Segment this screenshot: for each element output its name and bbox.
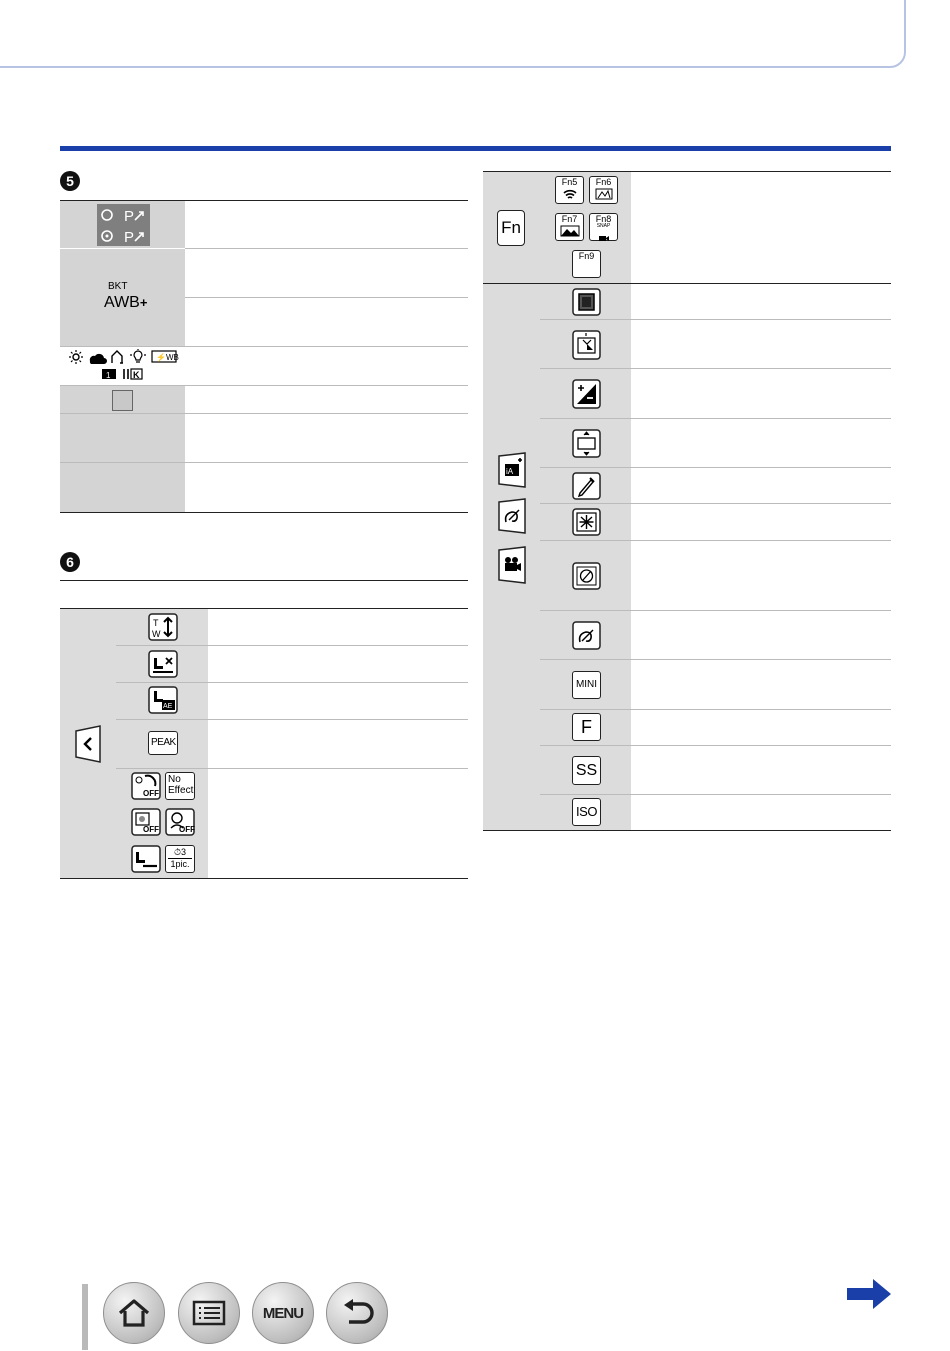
section-6-number: 6 bbox=[60, 552, 80, 572]
color-box-cell bbox=[60, 386, 185, 413]
svg-text:⚡WB: ⚡WB bbox=[156, 353, 179, 362]
fn6-button[interactable]: Fn6 bbox=[589, 176, 618, 204]
brightness-icon[interactable] bbox=[572, 330, 601, 360]
color-box bbox=[112, 390, 133, 411]
histogram-icon bbox=[595, 188, 613, 200]
plus-icon: + bbox=[139, 295, 148, 310]
self-timer-icon[interactable]: ⏱3 1pic. bbox=[165, 845, 195, 873]
defocus-area-icon[interactable] bbox=[572, 429, 601, 458]
svg-text:AE: AE bbox=[163, 703, 173, 710]
mode-tab-cell bbox=[483, 284, 540, 830]
creative-mode-tab-icon[interactable] bbox=[497, 498, 527, 534]
movie-camera-icon bbox=[598, 234, 610, 242]
sparkle-icon[interactable] bbox=[572, 508, 601, 536]
filter-off-icon[interactable] bbox=[131, 772, 161, 800]
return-arrow-icon bbox=[339, 1299, 375, 1327]
contents-button[interactable] bbox=[178, 1282, 240, 1344]
movie-mode-tab-icon[interactable] bbox=[497, 546, 527, 584]
back-button[interactable] bbox=[326, 1282, 388, 1344]
intelligent-auto-plus-icon[interactable] bbox=[497, 452, 527, 488]
aperture-icon[interactable]: F bbox=[572, 713, 601, 741]
svg-text:OFF: OFF bbox=[143, 825, 159, 834]
svg-text:1: 1 bbox=[106, 371, 111, 380]
svg-text:OFF: OFF bbox=[179, 825, 195, 834]
wifi-icon bbox=[563, 188, 577, 200]
svg-text:K: K bbox=[133, 370, 140, 380]
mini-icon[interactable]: MINI bbox=[572, 671, 601, 699]
landscape-icon bbox=[560, 225, 580, 237]
person-off-icon[interactable] bbox=[131, 808, 161, 836]
touch-tab-cell bbox=[60, 609, 116, 878]
fn9-button[interactable]: Fn9 bbox=[572, 250, 601, 278]
menu-label: MENU bbox=[262, 1304, 304, 1322]
svg-text:W: W bbox=[152, 629, 161, 639]
peaking-icon[interactable]: PEAK bbox=[148, 731, 178, 755]
flash-mode-icon bbox=[97, 204, 150, 246]
bkt-label: BKT bbox=[108, 281, 128, 292]
awb-label: AWB bbox=[104, 294, 140, 311]
fn-tab-cell bbox=[483, 172, 540, 283]
iso-icon[interactable]: ISO bbox=[572, 798, 601, 826]
next-page-arrow-icon[interactable] bbox=[845, 1277, 893, 1311]
svg-text:P: P bbox=[124, 229, 135, 246]
header-frame bbox=[0, 0, 906, 68]
face-off-icon[interactable] bbox=[165, 808, 195, 836]
no-effect-icon[interactable]: No Effect bbox=[165, 772, 195, 800]
menu-button[interactable] bbox=[252, 1282, 314, 1344]
fn8-snap-button[interactable]: Fn8 SNAP bbox=[589, 213, 618, 241]
exposure-comp-icon[interactable] bbox=[572, 379, 601, 409]
home-icon bbox=[117, 1298, 151, 1328]
white-balance-cell bbox=[60, 347, 185, 385]
touch-shutter-icon[interactable] bbox=[131, 845, 161, 873]
pencil-icon[interactable] bbox=[572, 472, 601, 500]
shutter-speed-icon[interactable]: SS bbox=[572, 756, 601, 785]
back-arrow-icon[interactable] bbox=[73, 725, 103, 763]
empty-cell-1 bbox=[60, 414, 185, 462]
svg-text:iA: iA bbox=[506, 467, 514, 476]
list-icon bbox=[192, 1300, 226, 1326]
flash-mode-cell bbox=[60, 201, 185, 248]
section-5-number: 5 bbox=[60, 171, 80, 191]
color-dial-icon[interactable] bbox=[572, 562, 601, 590]
timer-glyph-icon: ⏱ bbox=[173, 847, 181, 857]
touch-shutter-off-icon[interactable] bbox=[148, 650, 178, 678]
creative-control-icon[interactable] bbox=[572, 621, 601, 650]
zoom-tw-icon[interactable] bbox=[148, 613, 178, 641]
background-defocus-icon[interactable] bbox=[572, 288, 601, 316]
wb-bracket-cell bbox=[60, 249, 185, 346]
touch-ae-icon[interactable] bbox=[148, 686, 178, 714]
svg-text:P: P bbox=[124, 208, 135, 225]
white-balance-icon bbox=[68, 349, 184, 383]
mode-icons-column bbox=[540, 284, 631, 830]
fn5-wifi-button[interactable]: Fn5 bbox=[555, 176, 584, 204]
empty-cell-2 bbox=[60, 463, 185, 512]
fn7-button[interactable]: Fn7 bbox=[555, 213, 584, 241]
svg-text:OFF: OFF bbox=[143, 789, 159, 798]
footer-bar bbox=[82, 1284, 88, 1350]
home-button[interactable] bbox=[103, 1282, 165, 1344]
svg-text:T: T bbox=[153, 618, 159, 628]
fn-tab-icon[interactable]: Fn bbox=[497, 210, 525, 246]
blue-rule bbox=[60, 146, 891, 151]
